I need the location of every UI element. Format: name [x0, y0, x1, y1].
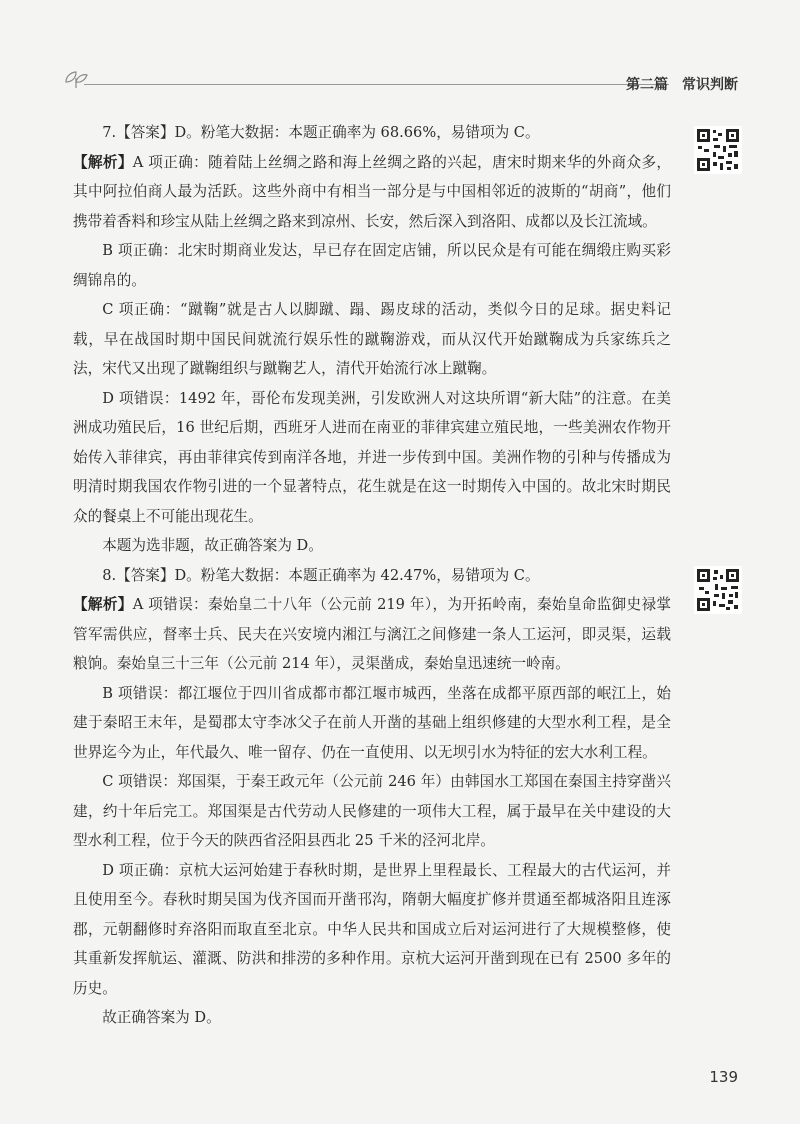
answer-content [73, 118, 671, 1033]
q8-option-c: C 项错误：郑国渠，于秦王政元年（公元前 246 年）由韩国水工郑国在秦国主持穿凿兴建，约十年后完工。郑国渠是古代劳动人民修建的一项伟大工程，属于最早在关中建设的大型水利工程，位于今天的陕西省泾阳县西北 25 千米的泾河北岸。 [73, 773, 671, 849]
q8-conclusion: 故正确答案为 D。 [102, 1009, 221, 1026]
header-rule [84, 84, 669, 85]
analysis-tag: 【解析】 [73, 596, 133, 613]
leaf-icon [62, 68, 92, 90]
q7-analysis-a [73, 148, 671, 237]
q7-option-a: A 项正确：随着陆上丝绸之路和海上丝绸之路的兴起，唐宋时期来华的外商众多，其中阿拉伯商人最为活跃。这些外商中有相当一部分是与中国相邻近的波斯的“胡商”，他们携带着香料和珍宝从陆上丝绸之路来到凉州、长安，然后深入到洛阳、成都以及长江流域。 [73, 153, 671, 230]
q8-option-a: A 项错误：秦始皇二十八年（公元前 219 年），为开拓岭南，秦始皇命监御史禄掌管军需供应，督率士兵、民夫在兴安境内湘江与漓江之间修建一条人工运河，即灵渠，运载粮饷。秦始皇三十三年（公元前 214 年），灵渠凿成，秦始皇迅速统一岭南。 [73, 596, 671, 672]
q8-analysis-a [73, 590, 671, 679]
qr-code-icon[interactable] [694, 126, 742, 174]
q7-conclusion: 本题为选非题，故正确答案为 D。 [102, 537, 323, 554]
page-header [62, 68, 742, 98]
analysis-tag: 【解析】 [73, 153, 133, 171]
q7-option-d: D 项错误：1492 年，哥伦布发现美洲，引发欧洲人对这块所谓“新大陆”的注意。在美洲成功殖民后，16 世纪后期，西班牙人进而在南亚的菲律宾建立殖民地，一些美洲农作物开始传入菲律宾，再由菲律宾传到南洋各地，并进一步传到中国。美洲作物的引种与传播成为明清时期我国农作物引进的一个显著特点，花生就是在这一时期传入中国的。故北宋时期民众的餐桌上不可能出现花生。 [73, 389, 671, 525]
q8-option-d: D 项正确：京杭大运河始建于春秋时期，是世界上里程最长、工程最大的古代运河，并且使用至今。春秋时期吴国为伐齐国而开凿邗沟，隋朝大幅度扩修并贯通至都城洛阳且连涿郡，元朝翻修时弃洛阳而取直至北京。中华人民共和国成立后对运河进行了大规模整修，使其重新发挥航运、灌溉、防洪和排涝的多种作用。京杭大运河开凿到现在已有 2500 多年的历史。 [73, 861, 671, 997]
header-title: 第二篇 常识判断 [626, 77, 738, 93]
qr-code-icon[interactable] [694, 566, 742, 614]
q7-option-b: B 项正确：北宋时期商业发达，早已存在固定店铺，所以民众是有可能在绸缎庄购买彩绸锦帛的。 [73, 242, 671, 289]
q7-option-c: C 项正确：“蹴鞠”就是古人以脚蹴、蹋、踢皮球的活动，类似今日的足球。据史料记载，早在战国时期中国民间就流行娱乐性的蹴鞠游戏，而从汉代开始蹴鞠成为兵家练兵之法，宋代又出现了蹴鞠组织与蹴鞠艺人，清代开始流行冰上蹴鞠。 [73, 301, 671, 377]
q8-option-b: B 项错误：都江堰位于四川省成都市都江堰市城西，坐落在成都平原西部的岷江上，始建于秦昭王末年，是蜀郡太守李冰父子在前人开凿的基础上组织修建的大型水利工程，是全世界迄今为止，年代最久、唯一留存、仍在一直使用、以无坝引水为特征的宏大水利工程。 [73, 684, 671, 761]
q7-answer-line: 7.【答案】D。粉笔大数据：本题正确率为 68.66%，易错项为 C。 [102, 124, 540, 141]
page-number: 139 [709, 1068, 738, 1086]
q8-answer-line: 8.【答案】D。粉笔大数据：本题正确率为 42.47%，易错项为 C。 [102, 566, 540, 584]
